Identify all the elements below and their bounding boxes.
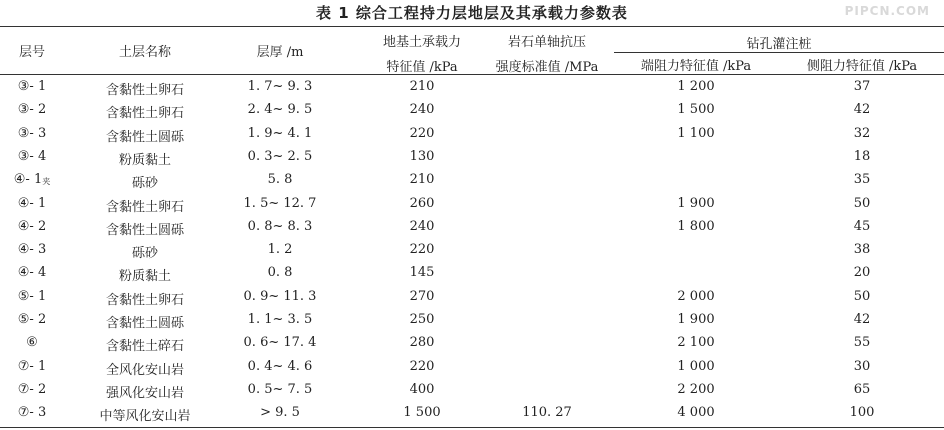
cell-pile-side: 55 [853, 335, 871, 351]
cell-pile-side: 50 [853, 288, 871, 304]
cell-bearing: 145 [409, 265, 435, 281]
cell-bearing: 220 [409, 358, 435, 374]
cell-layer-no: ④- $1_夹$ [13, 172, 51, 188]
cell-thickness: 1. 2 [267, 242, 293, 258]
cell-soil-name: 含黏性土圆砾 [105, 316, 184, 331]
cell-soil-name: 含黏性土卵石 [105, 106, 184, 122]
cell-soil-name: 含黏性土碎石 [105, 339, 184, 355]
header-thickness: 层厚 /m [256, 45, 304, 60]
pile-group-rule [614, 52, 944, 53]
cell-pile-end: 1 100 [677, 125, 715, 141]
cell-pile-side: 18 [853, 148, 871, 164]
cell-soil-name: 含黏性土卵石 [105, 199, 184, 215]
cell-bearing: 210 [409, 79, 435, 94]
cell-pile-side: 32 [853, 125, 871, 141]
cell-pile-end: 1 500 [677, 102, 715, 118]
cell-pile-end: 4 000 [677, 405, 715, 421]
header-pile-group: 钻孔灌注桩 [746, 37, 812, 52]
cell-bearing: 280 [409, 335, 435, 351]
cell-pile-side: 100 [849, 405, 875, 421]
cell-layer-no: ⑦- 3 [17, 405, 47, 421]
cell-bearing: 270 [409, 288, 435, 304]
table-title: 表 1 综合工程持力层地层及其承载力参数表 [316, 4, 628, 22]
cell-bearing: 250 [409, 312, 435, 327]
header-pile-end: 端阻力特征值 /kPa [640, 59, 752, 74]
cell-thickness: 0. 9~ 11. 3 [243, 288, 317, 304]
header-layer-no: 层号 [18, 45, 45, 60]
cell-soil-name: 粉质黏土 [118, 269, 171, 285]
cell-layer-no: ④- 1 [17, 195, 47, 211]
cell-layer-no: ③- 4 [17, 148, 47, 164]
cell-thickness: 1. 1~ 3. 5 [247, 312, 313, 327]
cell-layer-no: ③- 2 [17, 102, 47, 118]
cell-pile-side: 38 [853, 242, 871, 258]
cell-soil-name: 强风化安山岩 [105, 385, 184, 401]
cell-pile-side: 42 [853, 102, 871, 118]
cell-thickness: 0. 3~ 2. 5 [247, 148, 313, 164]
cell-pile-side: 45 [853, 218, 871, 234]
cell-bearing: 220 [409, 242, 435, 258]
cell-pile-side: 20 [853, 265, 871, 281]
header-rock-line2: 强度标准值 /MPa [495, 60, 599, 75]
cell-bearing: 240 [409, 218, 435, 234]
cell-thickness: 0. 5~ 7. 5 [247, 381, 313, 397]
cell-thickness: 1. 7~ 9. 3 [247, 79, 313, 94]
cell-soil-name: 全风化安山岩 [105, 362, 184, 378]
cell-soil-name: 砾砂 [131, 246, 158, 262]
cell-soil-name: 含黏性土圆砾 [105, 222, 184, 238]
cell-bearing: 1 500 [403, 405, 441, 421]
top-rule [0, 26, 944, 27]
cell-layer-no: ④- 2 [17, 218, 47, 234]
cell-pile-end: 2 100 [677, 335, 715, 351]
cell-bearing: 240 [409, 102, 435, 118]
cell-bearing: 130 [409, 148, 435, 164]
cell-soil-name: 粉质黏土 [118, 152, 171, 168]
cell-layer-no: ③- 3 [17, 125, 47, 141]
cell-pile-end: 1 900 [677, 312, 715, 327]
cell-layer-no: ④- 3 [17, 242, 47, 258]
cell-thickness: 0. 8~ 8. 3 [247, 218, 313, 234]
cell-pile-side: 65 [853, 381, 871, 397]
cell-layer-no: ④- 4 [17, 265, 47, 281]
cell-pile-side: 50 [853, 195, 871, 211]
cell-pile-end: 2 200 [677, 381, 715, 397]
cell-soil-name: 含黏性土卵石 [105, 83, 184, 98]
watermark-logo: PIPCN.COM [844, 4, 930, 18]
cell-thickness: 5. 8 [267, 172, 293, 188]
cell-layer-no: ⑦- 2 [17, 381, 47, 397]
cell-rock-strength: 110. 27 [522, 405, 572, 421]
cell-pile-end: 1 000 [677, 358, 715, 374]
cell-bearing: 210 [409, 172, 435, 188]
header-rock-line1: 岩石单轴抗压 [507, 35, 586, 50]
cell-layer-no: ③- 1 [17, 79, 47, 94]
cell-layer-no: ⑦- 1 [17, 358, 47, 374]
cell-thickness: 0. 4~ 4. 6 [247, 358, 313, 374]
cell-bearing: 220 [409, 125, 435, 141]
cell-pile-side: 35 [853, 172, 871, 188]
cell-pile-end: 1 900 [677, 195, 715, 211]
cell-pile-side: 42 [853, 312, 871, 327]
cell-pile-side: 37 [853, 79, 871, 94]
cell-thickness: 1. 9~ 4. 1 [247, 125, 313, 141]
header-pile-side: 侧阻力特征值 /kPa [806, 59, 918, 74]
cell-thickness: 1. 5~ 12. 7 [243, 195, 317, 211]
cell-layer-no: ⑤- 1 [17, 288, 47, 304]
header-soil-name: 土层名称 [118, 45, 171, 60]
cell-layer-no: ⑤- 2 [17, 312, 47, 327]
cell-soil-name: 砾砂 [131, 176, 158, 192]
cell-soil-name: 含黏性土卵石 [105, 292, 184, 308]
cell-layer-no: ⑥ [26, 335, 38, 351]
layer-no-subscript: 夹 [42, 177, 51, 187]
cell-pile-end: 2 000 [677, 288, 715, 304]
cell-bearing: 260 [409, 195, 435, 211]
cell-pile-end: 1 200 [677, 79, 715, 94]
cell-soil-name: 含黏性土圆砾 [105, 129, 184, 145]
cell-thickness: 0. 6~ 17. 4 [243, 335, 317, 351]
cell-pile-end: 1 800 [677, 218, 715, 234]
cell-thickness: 2. 4~ 9. 5 [247, 102, 313, 118]
cell-thickness: > 9. 5 [260, 405, 300, 421]
cell-thickness: 0. 8 [267, 265, 293, 281]
header-bearing-line2: 特征值 /kPa [386, 60, 458, 75]
cell-soil-name: 中等风化安山岩 [99, 409, 191, 425]
header-bearing-line1: 地基土承载力 [382, 35, 461, 50]
bottom-rule [0, 427, 944, 428]
cell-bearing: 400 [409, 381, 435, 397]
cell-pile-side: 30 [853, 358, 871, 374]
